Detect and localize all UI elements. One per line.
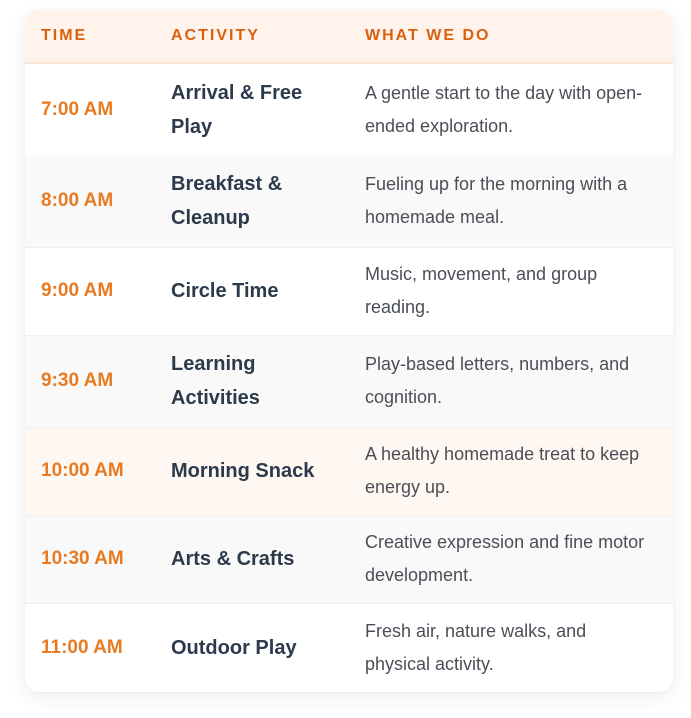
row-time: 10:30 AM bbox=[41, 548, 124, 569]
row-activity: Breakfast & Cleanup bbox=[171, 172, 283, 229]
row-activity: Arrival & Free Play bbox=[171, 81, 303, 138]
row-description: A healthy homemade treat to keep energy up. bbox=[365, 444, 640, 497]
header-row bbox=[25, 10, 673, 63]
header-time: TIME bbox=[41, 27, 88, 44]
header-what-we-do: WHAT WE DO bbox=[365, 27, 491, 44]
row-activity: Arts & Crafts bbox=[171, 548, 295, 570]
row-time: 8:00 AM bbox=[41, 189, 114, 211]
schedule-card bbox=[25, 10, 673, 692]
table-row bbox=[25, 155, 673, 247]
table-row bbox=[25, 63, 673, 155]
row-description: A gentle start to the day with open-ended exploration. bbox=[365, 82, 643, 136]
table-body bbox=[25, 63, 673, 692]
row-time: 11:00 AM bbox=[41, 636, 123, 658]
row-time: 9:30 AM bbox=[41, 370, 114, 391]
row-description: Music, movement, and group reading. bbox=[365, 264, 598, 317]
row-activity: Learning Activities bbox=[171, 353, 260, 409]
row-activity: Circle Time bbox=[171, 280, 279, 302]
schedule-table bbox=[25, 10, 673, 692]
row-description: Play-based letters, numbers, and cognition. bbox=[365, 354, 630, 407]
table-row bbox=[25, 247, 673, 335]
table-header bbox=[25, 10, 673, 63]
row-time: 9:00 AM bbox=[41, 280, 114, 301]
table-row bbox=[25, 603, 673, 692]
row-description: Fueling up for the morning with a homemade meal. bbox=[365, 173, 628, 227]
row-activity: Outdoor Play bbox=[171, 636, 297, 659]
row-activity: Morning Snack bbox=[171, 460, 315, 482]
table-row bbox=[25, 515, 673, 603]
row-description: Creative expression and fine motor development. bbox=[365, 532, 645, 585]
row-time: 7:00 AM bbox=[41, 98, 114, 120]
table-row-highlighted bbox=[25, 427, 673, 515]
row-description: Fresh air, nature walks, and physical activity. bbox=[365, 620, 587, 674]
header-activity: ACTIVITY bbox=[171, 27, 260, 44]
table-row bbox=[25, 335, 673, 427]
row-time: 10:00 AM bbox=[41, 460, 124, 481]
